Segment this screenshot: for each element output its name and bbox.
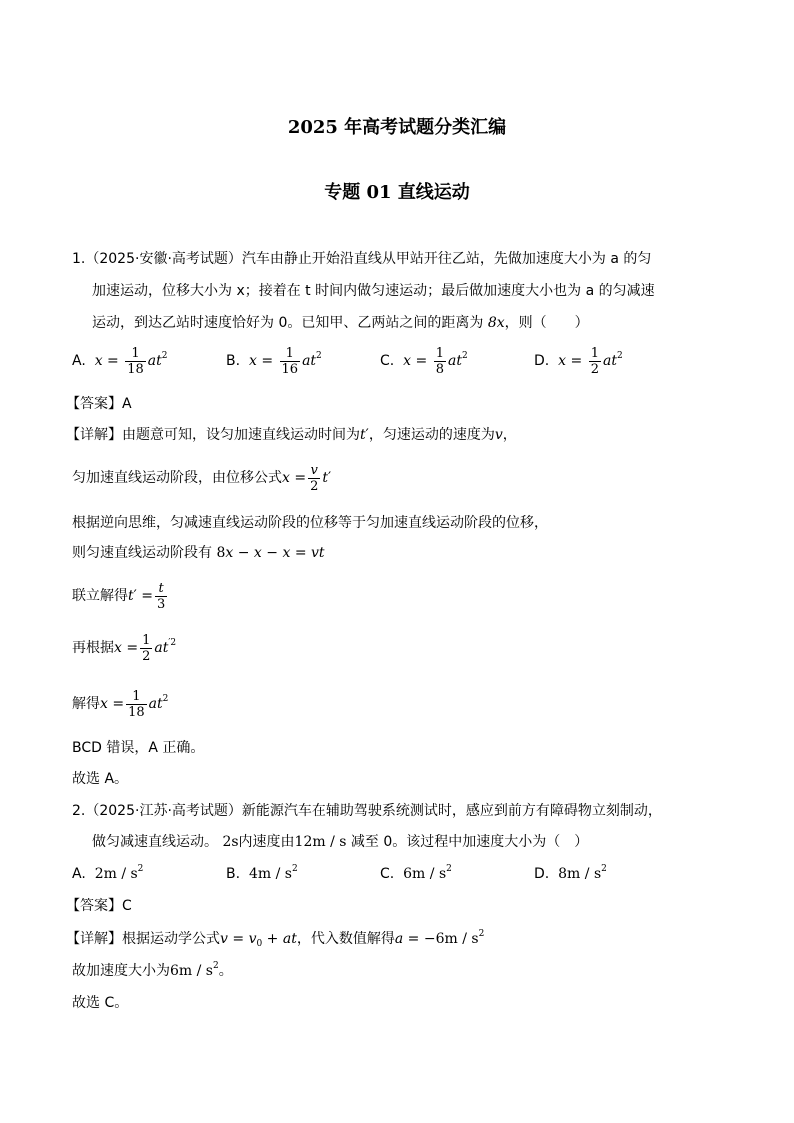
question-2-line-2: 做匀减速直线运动。 2s内速度由12m / s 减至 0。该过程中加速度大小为（ ）: [92, 834, 589, 850]
answer-label: 【答案】C: [66, 898, 132, 914]
option-b[interactable]: B. $4m / s^2$: [226, 864, 298, 882]
detail-line-1: 【详解】根据运动学公式$v = v_0$ + at，代入数值解得$a = -6m / s^2$: [66, 929, 485, 949]
question-source: （2025·安徽·高考试题）: [85, 251, 242, 267]
option-d[interactable]: D. $8m / s^2$: [534, 864, 607, 882]
conclusion-text: BCD 错误，A 正确。: [72, 740, 205, 756]
option-b[interactable]: B. x = $\frac{1}{16}$ $at^2$: [226, 345, 322, 377]
question-text: 新能源汽车在辅助驾驶系统测试时，感应到前方有障碍物立刻制动，: [241, 803, 662, 819]
option-a[interactable]: A. $2m / s^2$: [72, 864, 144, 882]
topic-subtitle: 专题 01 直线运动: [324, 182, 470, 203]
distance-expression: 8x: [487, 315, 505, 331]
detail-step-5: 再根据x = $\frac{1}{2}$ $at^{'2}$: [72, 632, 177, 664]
option-a[interactable]: A. x = $\frac{1}{18}$ $at^2$: [72, 345, 168, 377]
choice-text: 故选 C。: [72, 995, 129, 1011]
question-2-line-1: [72, 801, 662, 821]
question-1-line-1: [72, 249, 651, 269]
question-text: 汽车由静止开始沿直线从甲站开往乙站，先做加速度大小为 a 的匀: [241, 251, 652, 267]
detail-step-2: 根据逆向思维，匀减速直线运动阶段的位移等于匀加速直线运动阶段的位移，: [72, 515, 548, 531]
question-number: 1.: [72, 251, 86, 267]
detail-label: 【详解】: [66, 931, 122, 947]
question-number: 2.: [72, 803, 86, 819]
document-title: 2025 年高考试题分类汇编: [287, 117, 507, 138]
option-c[interactable]: C. x = $\frac{1}{8}$ $at^2$: [380, 345, 468, 377]
question-source: （2025·江苏·高考试题）: [85, 803, 242, 819]
detail-line-1: 【详解】由题意可知，设匀加速直线运动时间为t′，匀速运动的速度为v，: [66, 427, 517, 443]
choice-text: 故选 A。: [72, 771, 129, 787]
detail-label: 【详解】: [66, 427, 122, 443]
detail-step-3: 则匀速直线运动阶段有 8x − x − x = vt: [72, 545, 325, 561]
detail-step-1: 匀加速直线运动阶段，由位移公式x = $\frac{v}{2}$ t′: [72, 462, 332, 494]
question-1-line-3: 运动，到达乙站时速度恰好为 0。已知甲、乙两站之间的距离为 8x，则（ ）: [92, 315, 589, 331]
answer-label: 【答案】A: [66, 396, 132, 412]
option-d[interactable]: D. x = $\frac{1}{2}$ $at^2$: [534, 345, 623, 377]
detail-step-6: 解得x = $\frac{1}{18}$ $at^2$: [72, 688, 169, 720]
option-c[interactable]: C. $6m / s^2$: [380, 864, 452, 882]
question-1-line-2: 加速运动，位移大小为 x；接着在 t 时间内做匀速运动；最后做加速度大小也为 a 的匀减速: [92, 283, 655, 299]
detail-step-4: 联立解得t′ = $\frac{t}{3}$: [72, 580, 166, 612]
result-line: 故加速度大小为$6m / s^2$。: [72, 961, 233, 979]
